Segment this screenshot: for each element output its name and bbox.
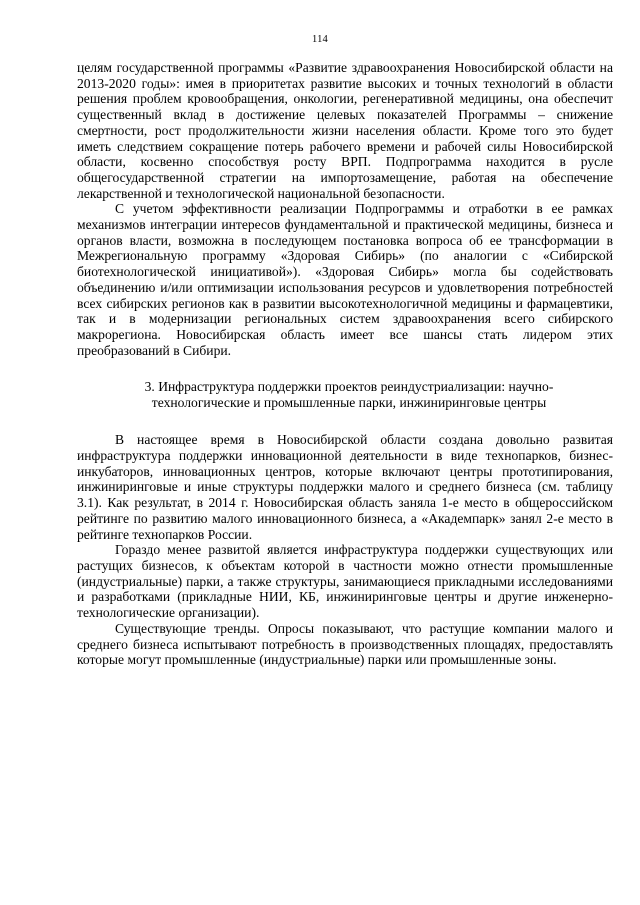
section-heading: 3. Инфраструктура поддержки проектов реиндустриализации: научно-технологические и промышленные парки, инжиниринговые центры xyxy=(144,379,554,411)
paragraph: целям государственной программы «Развитие здравоохранения Новосибирской области на 2013-2020 годы»: имея в приоритетах развитие высоких и точных технологий в области решения проблем кровообращения, онкологии, регенеративной медицины, она обеспечит существенный вклад в достижение целевых показателей Программы – снижение смертности, рост продолжительности жизни населения области. Кроме того это будет иметь следствием сокращение потерь рабочего времени и рабочей силы Новосибирской области, косвенно способствуя росту ВРП. Подпрограмма находится в русле общегосударственной стратегии на импортозамещение, работая на обеспечение лекарственной и технологической национальной безопасности. xyxy=(77,60,613,201)
document-body xyxy=(77,60,613,668)
paragraph: В настоящее время в Новосибирской области создана довольно развитая инфраструктура поддержки инновационной деятельности в виде технопарков, бизнес-инкубаторов, инновационных центров, которые включают центры прототипирования, инжиниринговые и иные структуры поддержки малого и среднего бизнеса (см. таблицу 3.1). Как результат, в 2014 г. Новосибирская область заняла 1-е место в общероссийском рейтинге по развитию малого инновационного бизнеса, а «Академпарк» занял 2-е место в рейтинге технопарков России. xyxy=(77,432,613,542)
paragraph: С учетом эффективности реализации Подпрограммы и отработки в ее рамках механизмов интеграции интересов фундаментальной и практической медицины, бизнеса и органов власти, возможна в последующем постановка вопроса об ее трансформации в Межрегиональную программу «Здоровая Сибирь» (по аналогии с «Сибирской биотехнологической инициативой»). «Здоровая Сибирь» могла бы содействовать объединению и/или оптимизации использования ресурсов и удовлетворения потребностей всех сибирских регионов как в развитии высокотехнологичной медицины и фармацевтики, так и в модернизации региональных систем здравоохранения всего сибирского макрорегиона. Новосибирская область имеет все шансы стать лидером этих преобразований в Сибири. xyxy=(77,201,613,358)
paragraph: Существующие тренды. Опросы показывают, что растущие компании малого и среднего бизнеса испытывают потребность в производственных площадях, предоставлять которые могут промышленные (индустриальные) парки или промышленные зоны. xyxy=(77,620,613,668)
page-number: 114 xyxy=(312,34,328,45)
paragraph: Гораздо менее развитой является инфраструктура поддержки существующих или растущих бизнесов, к объектам которой в частности можно отнести промышленные (индустриальные) парки, а также структуры, занимающиеся прикладными исследованиями и разработками (прикладные НИИ, КБ, инжиниринговые центры и другие инженерно-технологические организации). xyxy=(77,542,613,621)
